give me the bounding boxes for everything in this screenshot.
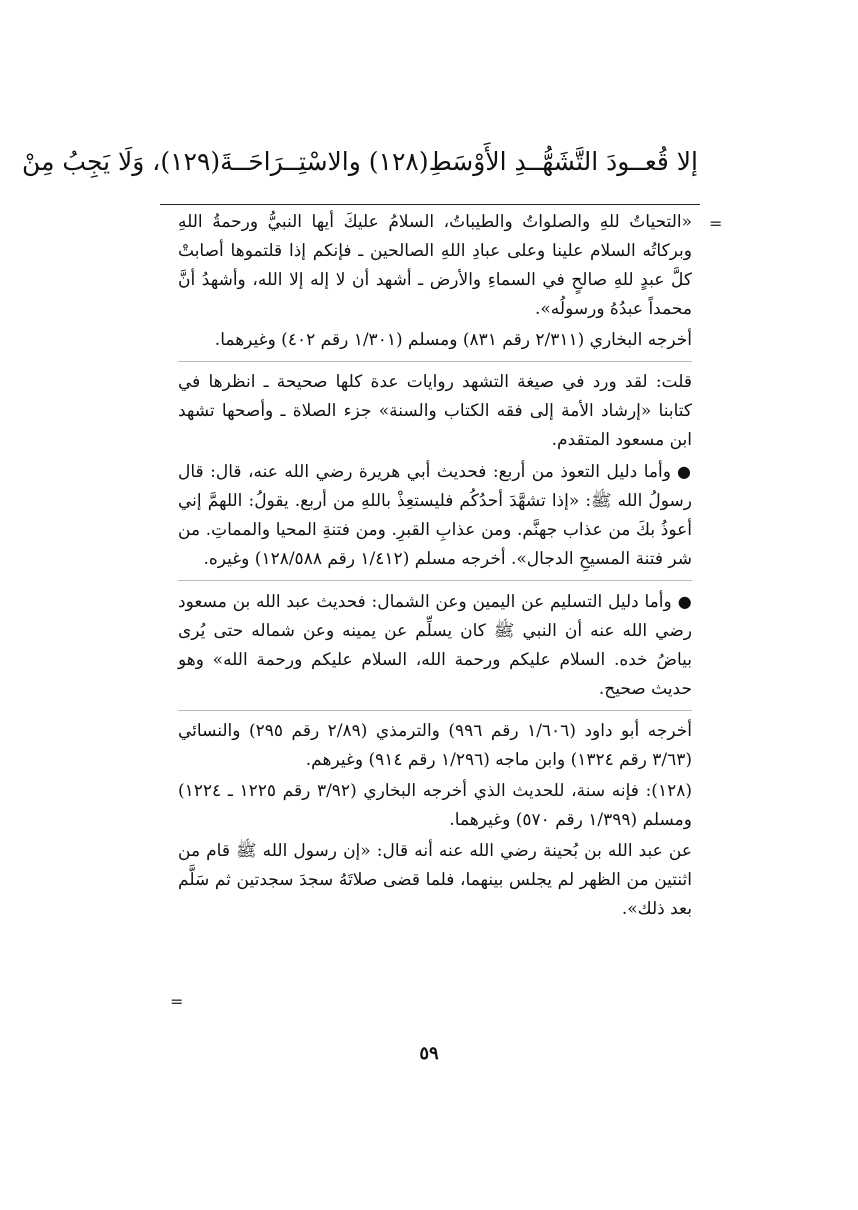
footnote-body [178,208,692,926]
taawwudh-evidence [178,457,692,574]
takhrij-bukhari-muslim: أخرجه البخاري (٢/٣١١ رقم ٨٣١) ومسلم (١/٣٠١ رقم ٤٠٢) وغيرهما. [214,330,692,350]
divider [178,361,692,362]
note-tashahhud-versions: قلت: لقد ورد في صيغة التشهد روايات عدة كلها صحيحة ـ انظرها في كتابنا «إرشاد الأمة إلى فقه الكتاب والسنة» جزء الصلاة ـ وأصحها تشهد ابن مسعود المتقدم. [178,372,692,450]
divider [178,710,692,711]
bullet-icon [672,592,692,612]
page-number: ٥٩ [419,1043,439,1064]
tasleem-evidence [178,587,692,704]
tashahhud-text: «التحياتُ للهِ والصلواتُ والطيباتُ، السلامُ عليكَ أيها النبيُّ ورحمةُ اللهِ وبركاتُه السلام علينا وعلى عبادِ اللهِ الصالحين ـ فإنكم إذا قلتموها أصابتْ كلَّ عبدٍ للهِ صالحٍ في السماءِ والأرض ـ أشهد أن لا إله إلا الله، وأشهدُ أنَّ محمداً عبدُهُ ورسولُه». [178,212,692,319]
tasleem-evidence-text: وأما دليل التسليم عن اليمين وعن الشمال: فحديث عبد الله بن مسعود رضي الله عنه أن النبي ﷺ كان يسلِّم عن يمينه وعن شماله حتى يُرى بياضُ خده. السلام عليكم ورحمة الله، السلام عليكم ورحمة الله» وهو حديث صحيح. [178,592,692,699]
margin-mark-top: = [709,214,723,233]
margin-mark-bottom: = [170,992,184,1011]
footnote-128: (١٢٨): فإنه سنة، للحديث الذي أخرجه البخاري (٣/٩٢ رقم ١٢٢٥ ـ ١٢٢٤) ومسلم (١/٣٩٩ رقم ٥٧٠) وغيرهما. [178,781,692,830]
header-rule [160,204,700,205]
ibn-buhaynah-hadith: عن عبد الله بن بُحينة رضي الله عنه أنه قال: «إن رسول الله ﷺ قام من اثنتين من الظهر لم يجلس بينهما، فلما قضى صلاتَهُ سجدَ سجدتين ثم سَلَّم بعد ذلك». [178,841,692,919]
header-text-line: إلا قُعــودَ التَّشَهُّــدِ الأَوْسَطِ(١٢٨) والاسْتِــرَاحَــةَ(١٢٩)، وَلَا يَجِبُ مِنْ [22,147,698,176]
takhrij-sunan: أخرجه أبو داود (١/٦٠٦ رقم ٩٩٦) والترمذي (٢/٨٩ رقم ٢٩٥) والنسائي (٣/٦٣ رقم ١٣٢٤) وابن ماجه (١/٢٩٦ رقم ٩١٤) وغيرهم. [178,721,692,770]
divider [178,580,692,581]
taawwudh-evidence-text: وأما دليل التعوذ من أربع: فحديث أبي هريرة رضي الله عنه، قال: قال رسولُ الله ﷺ: «إذا تشهَّدَ أحدُكُم فليستعِذْ باللهِ من أربع. يقولُ: اللهمَّ إني أعوذُ بكَ من عذاب جهنَّم. ومن عذابِ القبرِ. ومن فتنةِ المحيا والمماتِ. من شر فتنة المسيحِ الدجال». أخرجه مسلم (١/٤١٢ رقم ١٢٨/٥٨٨) وغيره. [178,462,692,569]
bullet-icon [671,462,692,482]
